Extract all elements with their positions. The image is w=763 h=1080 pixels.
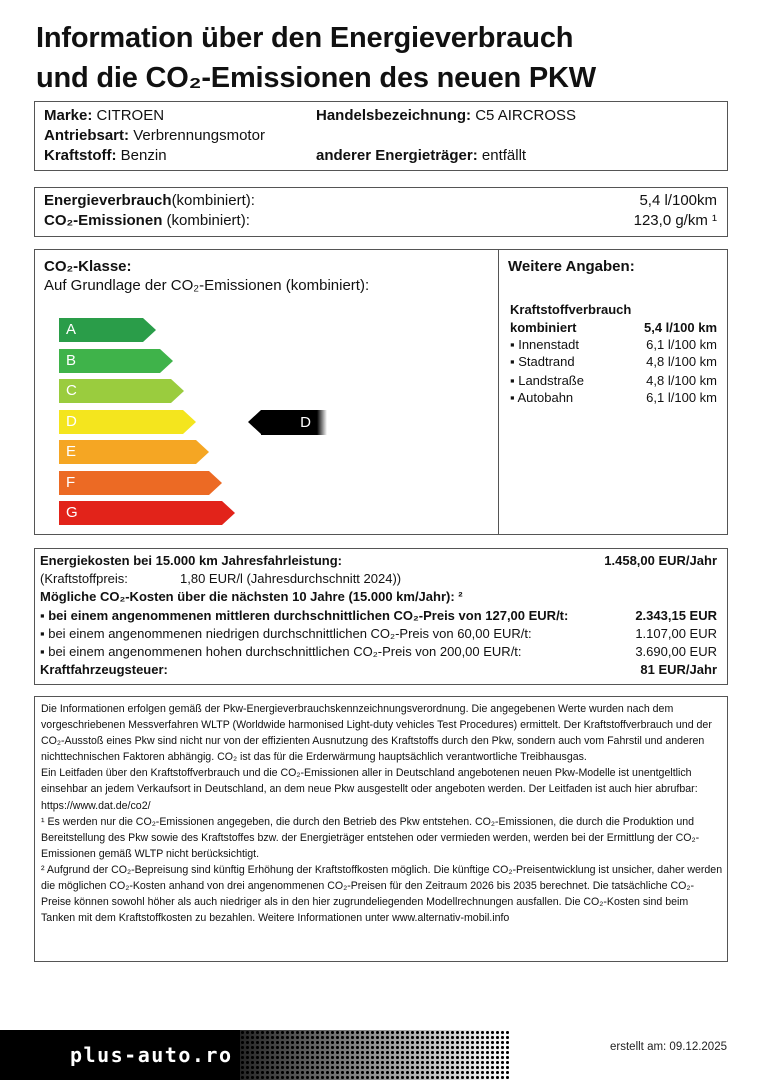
co2-class-bar-d: D xyxy=(59,410,183,434)
trade-name-label: Handelsbezeichnung: xyxy=(316,107,472,124)
energy-costs-row xyxy=(40,552,717,570)
legal-info-paragraph: Die Informationen erfolgen gemäß der Pkw-Energieverbrauchskennzeichnungsverordnung. Die angegebenen Werte wurden nach dem vorgeschriebenen Messverfahren WLTP (Worldwide harmonised Light-duty vehicles Test Procedures) ermittelt. Der Kraftstoffverbrauch und der CO₂-Ausstoß eines Pkw sind nicht nur von der effizienten Ausnutzung des Kraftstoffs durch den Pkw, sondern auch vom Fahrstil und anderen nichttechnischen Faktoren abhängig. CO₂ ist das für die Erderwärmung hauptsächlich verantwortliche Treibhausgas. xyxy=(41,703,712,764)
co2-class-bar-e: E xyxy=(59,440,196,464)
make-value: CITROEN xyxy=(96,107,165,124)
fuel-price-value: 1,80 EUR/l (Jahresdurchschnitt 2024)) xyxy=(180,571,402,586)
highway-label: ▪ Autobahn xyxy=(510,390,574,405)
further-info-panel xyxy=(499,250,727,534)
other-energy-row xyxy=(316,146,526,166)
vehicle-tax-value: 81 EUR/Jahr xyxy=(640,662,717,677)
page-title xyxy=(36,18,736,98)
energy-consumption-row xyxy=(44,191,717,211)
rural-value: 4,8 l/100 km xyxy=(646,373,717,388)
drive-label: Antriebsart: xyxy=(44,127,130,144)
legal-info-text xyxy=(41,701,723,926)
title-line-1: Information über den Energieverbrauch xyxy=(36,22,574,54)
make-row xyxy=(44,106,164,126)
co2-emissions-row xyxy=(44,211,717,231)
footnote-1: ¹ Es werden nur die CO₂-Emissionen angegeben, die durch den Betrieb des Pkw entstehen. CO₂-Emissionen, die durch die Produktion und Bereitstellung des Pkw sowie des Kraftstoffes bzw. der Energieträger entstehen oder vermieden werden, werden bei der Ermittlung der CO₂-Emissionen gemäß WLTP nicht berücksichtigt. xyxy=(41,815,700,860)
co2-cost-high-label: ▪ bei einem angenommenen hohen durchschnittlichen CO₂-Preis von 200,00 EUR/t: xyxy=(40,644,522,659)
energy-consumption-qualifier: (kombiniert): xyxy=(171,192,255,209)
trade-name-value: C5 AIRCROSS xyxy=(475,107,577,124)
consumption-box xyxy=(34,187,728,237)
co2-cost-high-value: 3.690,00 EUR xyxy=(635,644,717,659)
co2-class-box xyxy=(34,249,728,535)
fuel-price-row xyxy=(40,570,717,588)
co2-class-bar-g: G xyxy=(59,501,222,525)
footnote-2: ² Aufgrund der CO₂-Bepreisung sind künftig Erhöhung der Kraftstoffkosten möglich. Die künftige CO₂-Preisentwicklung ist unsicher, daher werden die möglichen CO₂-Kosten anhand von drei angenommenen CO₂-Preisen für den Zeitraum 2026 bis 2035 berechnet. Die tatsächliche CO₂-Preise können sowohl höher als auch niedriger als in den hier zugrundeliegenden Modellrechnungen ausfallen. Die CO₂-Kosten sind beim Tanken mit dem Kraftstoffkosten zu bezahlen. Weitere Informationen unter www.alternativ-mobil.info xyxy=(41,863,723,925)
co2-emissions-value: 123,0 g/km ¹ xyxy=(633,212,717,229)
energy-consumption-label: Energieverbrauch xyxy=(44,192,172,209)
co2-cost-mid-label: ▪ bei einem angenommenen mittleren durchschnittlichen CO₂-Preis von 127,00 EUR/t: xyxy=(40,608,569,623)
vehicle-tax-row xyxy=(40,661,717,679)
co2-cost-low-value: 1.107,00 EUR xyxy=(635,626,717,641)
current-co2-class-indicator: D xyxy=(261,410,317,435)
trade-name-row xyxy=(316,106,576,126)
city-value: 6,1 l/100 km xyxy=(646,337,717,352)
co2-class-bar-c: C xyxy=(59,379,171,403)
co2-cost-high-row xyxy=(40,643,717,661)
co2-class-bar-a: A xyxy=(59,318,143,342)
title-line-2: und die CO₂-Emissionen des neuen PKW xyxy=(36,62,596,94)
other-energy-value: entfällt xyxy=(481,147,527,164)
energy-costs-label: Energiekosten bei 15.000 km Jahresfahrleistung: xyxy=(40,553,343,568)
indicator-fade xyxy=(317,410,327,435)
brand-logo-text: plus-auto.ro xyxy=(70,1043,233,1067)
legal-info-paragraph: Ein Leitfaden über den Kraftstoffverbrauch und die CO₂-Emissionen aller in Deutschland angebotenen neuen Pkw-Modelle ist unentgeltlich einsehbar an jedem Verkaufsort in Deutschland, an dem neue Pkw ausgestellt oder angeboten werden. Der Leitfaden ist auch hier abrufbar: https://www.dat.de/co2/ xyxy=(41,767,698,812)
drive-row xyxy=(44,126,265,146)
co2-cost-low-row xyxy=(40,625,717,643)
energy-consumption-value: 5,4 l/100km xyxy=(639,192,717,209)
fuel-row xyxy=(44,146,167,166)
co2-cost-low-label: ▪ bei einem angenommenen niedrigen durchschnittlichen CO₂-Preis von 60,00 EUR/t: xyxy=(40,626,532,641)
vehicle-info-box xyxy=(34,101,728,171)
created-date: erstellt am: 09.12.2025 xyxy=(610,1041,727,1053)
co2-costs-heading: Mögliche CO₂-Kosten über die nächsten 10 Jahre (15.000 km/Jahr): ² xyxy=(40,589,463,604)
co2-class-bar-b: B xyxy=(59,349,160,373)
further-info-heading: Weitere Angaben: xyxy=(508,258,635,275)
costs-box xyxy=(34,548,728,685)
highway-value: 6,1 l/100 km xyxy=(646,390,717,405)
legal-info-box xyxy=(34,696,728,962)
fuel-value: Benzin xyxy=(120,147,167,164)
rural-label: ▪ Landstraße xyxy=(510,373,584,388)
fuel-price-label: (Kraftstoffpreis: xyxy=(40,571,128,586)
suburban-label: ▪ Stadtrand xyxy=(510,354,575,369)
energy-costs-value: 1.458,00 EUR/Jahr xyxy=(604,553,717,568)
other-energy-label: anderer Energieträger: xyxy=(316,147,478,164)
make-label: Marke: xyxy=(44,107,93,124)
combined-value: 5,4 l/100 km xyxy=(644,320,717,335)
combined-label: kombiniert xyxy=(510,320,577,335)
co2-class-heading: CO₂-Klasse: xyxy=(44,258,132,275)
suburban-value: 4,8 l/100 km xyxy=(646,354,717,369)
co2-emissions-qualifier: (kombiniert): xyxy=(162,212,250,229)
brand-banner-pattern xyxy=(240,1030,510,1080)
city-label: ▪ Innenstadt xyxy=(510,337,579,352)
fuel-consumption-title: Kraftstoffverbrauch xyxy=(510,302,632,317)
vehicle-tax-label: Kraftfahrzeugsteuer: xyxy=(40,662,168,677)
co2-cost-mid-row xyxy=(40,607,717,625)
co2-class-subheading: Auf Grundlage der CO₂-Emissionen (kombiniert): xyxy=(44,277,370,294)
drive-value: Verbrennungsmotor xyxy=(133,127,265,144)
co2-class-bar-f: F xyxy=(59,471,209,495)
co2-class-panel xyxy=(35,250,499,534)
co2-cost-mid-value: 2.343,15 EUR xyxy=(635,608,717,623)
fuel-label: Kraftstoff: xyxy=(44,147,117,164)
co2-emissions-label: CO₂-Emissionen xyxy=(44,212,163,229)
